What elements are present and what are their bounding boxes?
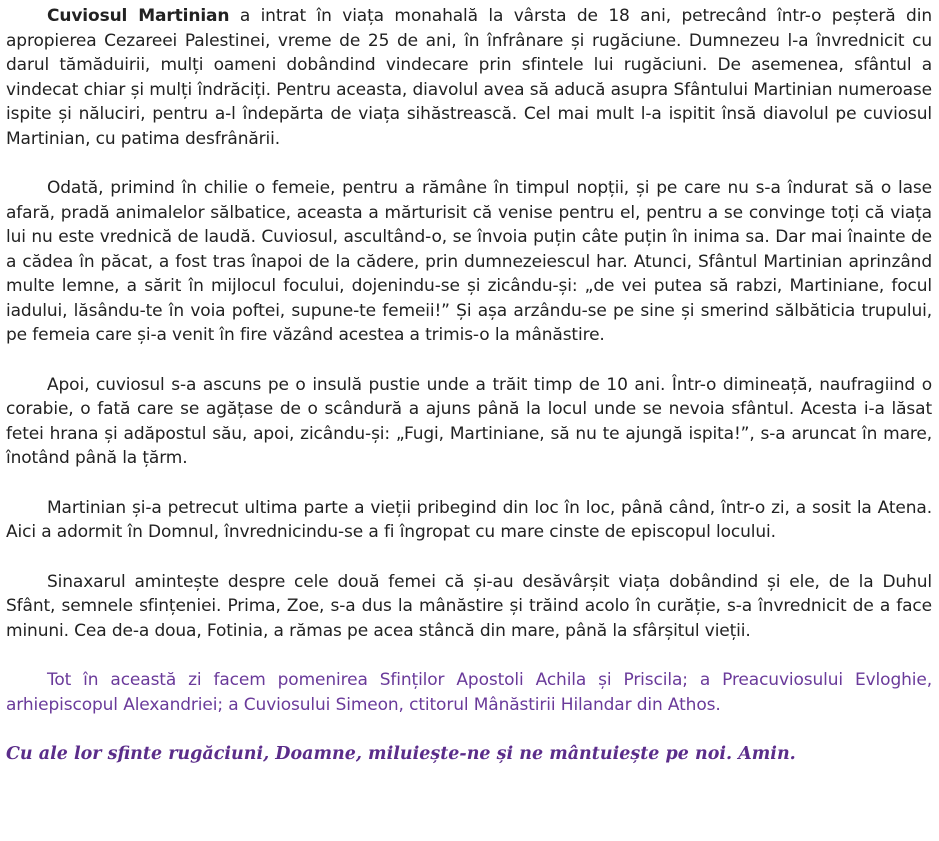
paragraph-2: Odată, primind în chilie o femeie, pentru a rămâne în timpul nopții, și pe care nu s-a îndurat să o lase afară, pradă animalelor sălbatice, aceasta a mărturisit că venise pentru el, pentru a se convinge toți că viața lui nu este vrednică de laudă. Cuviosul, ascultând-o, se învoia puțin câte puțin în inima sa. Dar mai înainte de a cădea în păcat, a fost tras înapoi de la cădere, prin dumnezeiescul har. Atunci, Sfântul Martinian aprinzând multe lemne, a sărit în mijlocul focului, dojenindu-se și zicându-și: „de vei putea să rabzi, Martiniane, focul iadului, lăsându-te în voia poftei, supune-te femeii!” Și așa arzându-se pe sine și smerind sălbăticia trupului, pe femeia care și-a venit în fire văzând acestea a trimis-o la mânăstire. [6,178,932,345]
paragraph-5: Sinaxarul amintește despre cele două femei că și-au desăvârșit viața dobândind și ele, de la Duhul Sfânt, semnele sfințeniei. Prima, Zoe, s-a dus la mânăstire și trăind acolo în curăție, s-a învrednicit de a face minuni. Cea de-a doua, Fotinia, a rămas pe acea stâncă din mare, până la sfârșitul vieții. [6,571,932,641]
document-page [6,4,932,767]
paragraph-lead-name: Cuviosul Martinian [47,6,230,26]
paragraph-3: Apoi, cuviosul s-a ascuns pe o insulă pustie unde a trăit timp de 10 ani. Într-o dimineață, naufragiind o corabie, o fată care se agățase de o scândură a ajuns până la locul unde se nevoia sfântul. Acesta i-a lăsat fetei hrana și adăpostul său, apoi, zicându-și: „Fugi, Martiniane, să nu te ajungă ispita!”, s-a aruncat în mare, înotând până la țărm. [6,374,932,468]
paragraph-4: Martinian și-a petrecut ultima parte a vieții pribegind din loc în loc, până când, într-o zi, a sosit la Atena. Aici a adormit în Domnul, învrednicindu-se a fi îngropat cu mare cinste de episcopul locului. [6,497,932,542]
commemoration-paragraph: Tot în această zi facem pomenirea Sfinților Apostoli Achila și Priscila; a Preacuviosului Evloghie, arhiepiscopul Alexandriei; a Cuviosului Simeon, ctitorul Mânăstirii Hilandar din Athos. [6,670,932,715]
paragraph-1-text: a intrat în viața monahală la vârsta de 18 ani, petrecând într-o peșteră din apropierea Cezareei Palestinei, vreme de 25 de ani, în înfrânare și rugăciune. Dumnezeu l-a învrednicit cu darul tămăduirii, mulți oameni dobândind vindecare prin sfintele lui rugăciuni. De asemenea, sfântul a vindecat chiar și mulți îndrăciți. Pentru aceasta, diavolul avea să aducă asupra Sfântului Martinian numeroase ispite și năluciri, pentru a-l îndepărta de viața sihăstrească. Cel mai mult l-a ispitit însă diavolul pe cuviosul Martinian, cu patima desfrânării. [6,6,932,149]
paragraph-1 [6,4,932,151]
closing-prayer: Cu ale lor sfinte rugăciuni, Doamne, miluiește-ne și ne mântuiește pe noi. Amin. [6,744,796,764]
